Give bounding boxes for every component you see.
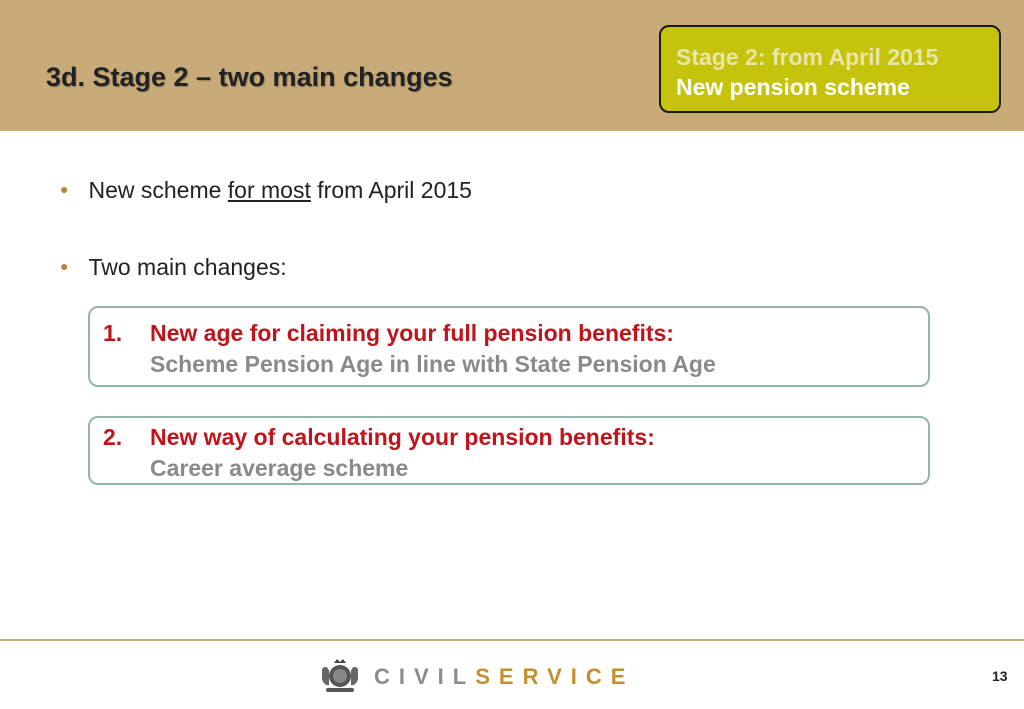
bullet-new-scheme xyxy=(60,177,472,204)
brand-service: SERVICE xyxy=(475,664,635,689)
page-number: 13 xyxy=(992,668,1008,684)
brand-civil: CIVIL xyxy=(374,664,476,689)
royal-crest-logo xyxy=(318,655,362,695)
header-band xyxy=(0,0,1024,131)
bullet-dot: ● xyxy=(60,258,69,274)
bullet-text-suffix: from April 2015 xyxy=(310,177,472,203)
stage-callout-scheme: New pension scheme xyxy=(676,74,910,100)
change-heading: New age for claiming your full pension benefits: xyxy=(150,320,674,346)
bullet-dot: ● xyxy=(60,181,69,197)
civil-service-wordmark xyxy=(374,664,634,690)
bullet-text-underlined: for most xyxy=(227,177,311,203)
stage-callout xyxy=(659,25,1001,113)
stage-callout-date: Stage 2: from April 2015 xyxy=(676,44,939,70)
change-number: 2. xyxy=(103,424,123,450)
change-box-2 xyxy=(88,416,930,485)
change-heading: New way of calculating your pension benefits: xyxy=(150,424,655,450)
bullet-text: Two main changes: xyxy=(88,254,287,280)
bullet-text-prefix: New scheme xyxy=(88,177,228,203)
footer-divider xyxy=(0,639,1024,641)
change-detail: Scheme Pension Age in line with State Pension Age xyxy=(150,351,716,377)
page-title: 3d. Stage 2 – two main changes xyxy=(46,62,453,92)
change-box-1 xyxy=(88,306,930,387)
change-number: 1. xyxy=(103,320,123,346)
bullet-two-changes xyxy=(60,254,287,281)
change-detail: Career average scheme xyxy=(150,455,409,481)
